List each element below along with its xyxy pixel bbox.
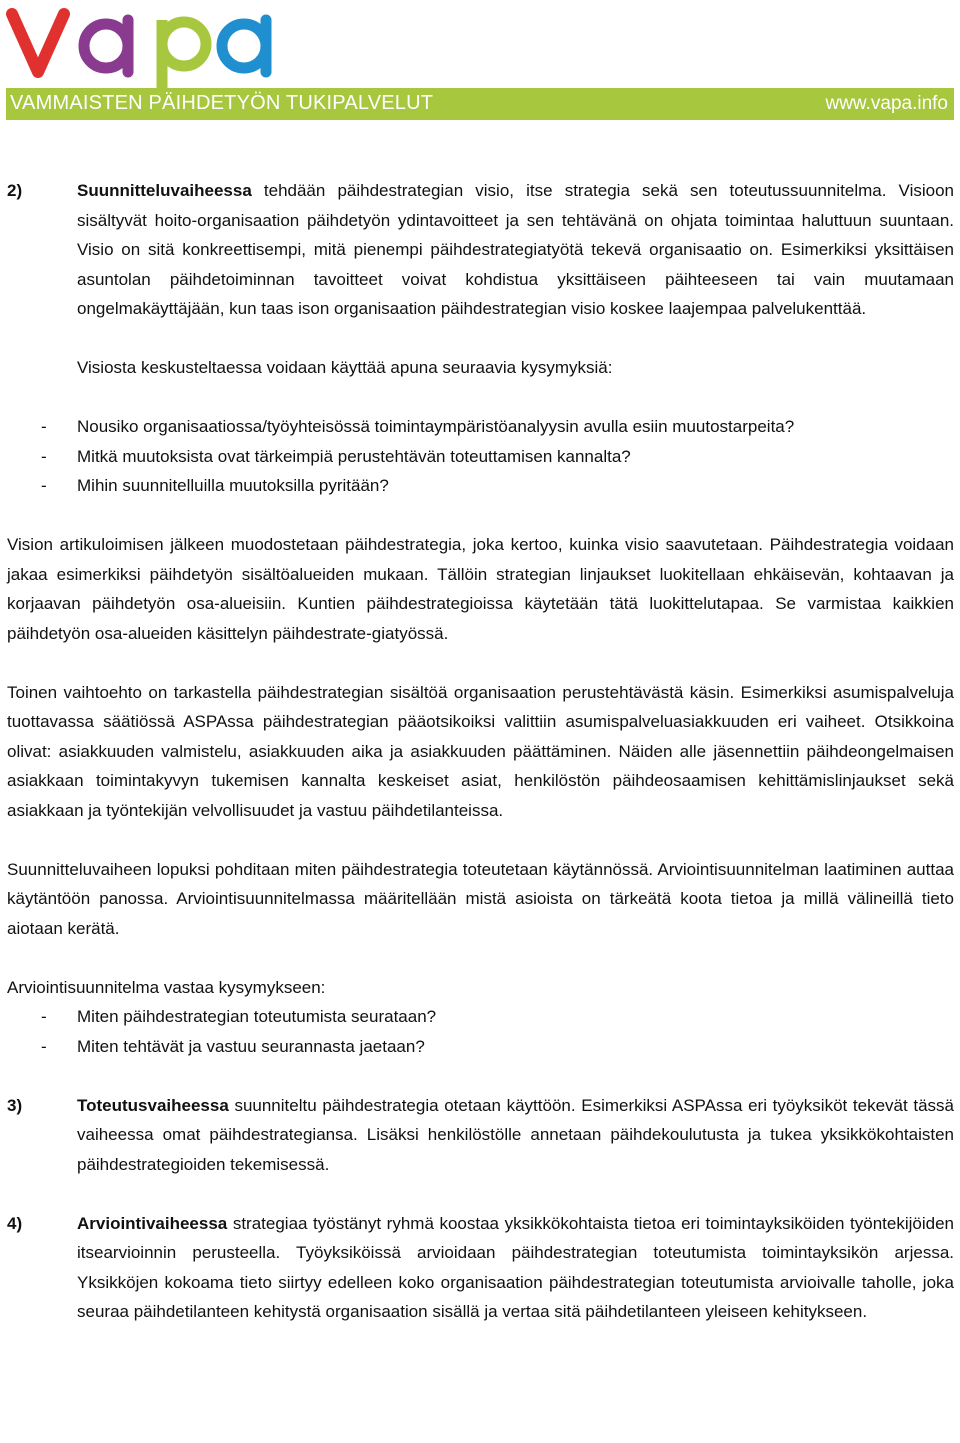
list-item: - Mihin suunnitelluilla muutoksilla pyritään? bbox=[41, 476, 389, 495]
section-3 bbox=[7, 1091, 954, 1180]
banner-url[interactable]: www.vapa.info bbox=[825, 93, 948, 114]
document-body bbox=[7, 176, 954, 1327]
section-4-heading: Arviointivaiheessa bbox=[77, 1213, 228, 1233]
section-4 bbox=[7, 1209, 954, 1327]
section-2-heading: Suunnitteluvaiheessa bbox=[77, 181, 252, 200]
vapa-logo-mark bbox=[6, 0, 306, 90]
banner-title: VAMMAISTEN PÄIHDETYÖN TUKIPALVELUT bbox=[10, 92, 434, 114]
section-4-number: 4) bbox=[7, 1213, 23, 1233]
section-2 bbox=[7, 176, 954, 383]
section-3-paragraph: Toteutusvaiheessa suunniteltu päihdestrategia otetaan käyttöön. Esimerkiksi ASPAssa eri työyksiköt tekevät tässä vaiheessa omat päihdestrategiansa. Lisäksi henkilöstölle annetaan päihdekoulutusta ja tukea yksikkökohtaisten päihdestrategioiden tekemisessä. bbox=[77, 1095, 954, 1174]
paragraph: Toinen vaihtoehto on tarkastella päihdestrategian sisältöä organisaation perustehtävästä käsin. Esimerkiksi asumispalveluja tuottavassa säätiössä ASPAssa päihdestrategian pääotsikoiksi valittiin asumispalveluasiakkuuden eri vaiheet. Otsikkoina olivat: asiakkuuden valmistelu, asiakkuuden aika ja asiakkuuden päättäminen. Näiden alle jäsennettiin päihdeongelmaisen asiakkaan toimintakyvyn tukemisen kannalta keskeiset asiat, henkilöstön päihdeosaamisen kehittämislinjaukset sekä asiakkaan ja työntekijän velvollisuudet ja vastuu päihdetilanteissa. bbox=[7, 682, 954, 820]
list-item: - Mitkä muutoksista ovat tärkeimpiä perustehtävän toteuttamisen kannalta? bbox=[41, 446, 631, 466]
section-3-number: 3) bbox=[7, 1095, 23, 1115]
section-2-paragraph: Suunnitteluvaiheessa tehdään päihdestrategian visio, itse strategia sekä sen toteutussuunnitelma. Visioon sisältyvät hoito-organisaation päihdetyön ydintavoitteet ja sen tehtävänä on ohjata toimintaa haluttuun suuntaan. Visio on sitä konkreettisempi, mitä pienempi päihdestrategiatyötä tekevä organisaatio on. Esimerkiksi yksittäisen asuntolan päihdetoiminnan tavoitteet voivat kohdistua yksittäiseen päihteeseen tai vain muutamaan ongelmakäyttäjään, kun taas ison organisaation päihdestrategian visio koskee laajempaa palvelukenttää. bbox=[77, 181, 954, 318]
header-banner bbox=[6, 88, 954, 120]
section-3-heading: Toteutusvaiheessa bbox=[77, 1095, 229, 1115]
section-2-number: 2) bbox=[7, 181, 23, 200]
list-item: - Miten päihdestrategian toteutumista seurataan? bbox=[41, 1007, 437, 1026]
paragraph: Arviointisuunnitelma vastaa kysymykseen: bbox=[7, 977, 326, 997]
section-2-intro: Visiosta keskusteltaessa voidaan käyttää apuna seuraavia kysymyksiä: bbox=[77, 358, 613, 377]
list-item: - Miten tehtävät ja vastuu seurannasta jaetaan? bbox=[41, 1036, 425, 1056]
section-4-paragraph: Arviointivaiheessa strategiaa työstänyt ryhmä koostaa yksikkökohtaista tietoa eri toimintayksiköiden työntekijöiden itsearvioinnin perusteella. Työyksiköissä arvioidaan päihdestrategian toteutumista toimintayksikön arjessa. Yksikköjen kokoama tieto siirtyy edelleen koko organisaation päihdestrategian toteutumista arvioivalle taholle, joka seuraa päihdetilanteen kehitystä organisaation sisällä ja vertaa sitä päihdetilanteen yleiseen kehitykseen. bbox=[77, 1213, 954, 1321]
list-item: - Nousiko organisaatiossa/työyhteisössä toimintaympäristöanalyysin avulla esiin muutostarpeita? bbox=[41, 417, 795, 436]
paragraph: Suunnitteluvaiheen lopuksi pohditaan miten päihdestrategia toteutetaan käytännössä. Arviointisuunnitelman laatiminen auttaa käytäntöön panossa. Arviointisuunnitelmassa määritellään mistä asioista on tärkeätä koota tietoa ja millä välineillä tieto aiotaan kerätä. bbox=[7, 859, 954, 938]
paragraph: Vision artikuloimisen jälkeen muodostetaan päihdestrategia, joka kertoo, kuinka visio saavutetaan. Päihdestrategia voidaan jakaa esimerkiksi päihdetyön sisältöalueiden mukaan. Tällöin strategian linjaukset luokitellaan ehkäisevän, kohtaavan ja korjaavan päihdetyön osa-alueisiin. Kuntien päihdestrategioissa käytetään tätä luokittelutapaa. Se varmistaa kaikkien päihdetyön osa-alueiden käsittelyn päihdestrate-giatyössä. bbox=[7, 535, 954, 643]
